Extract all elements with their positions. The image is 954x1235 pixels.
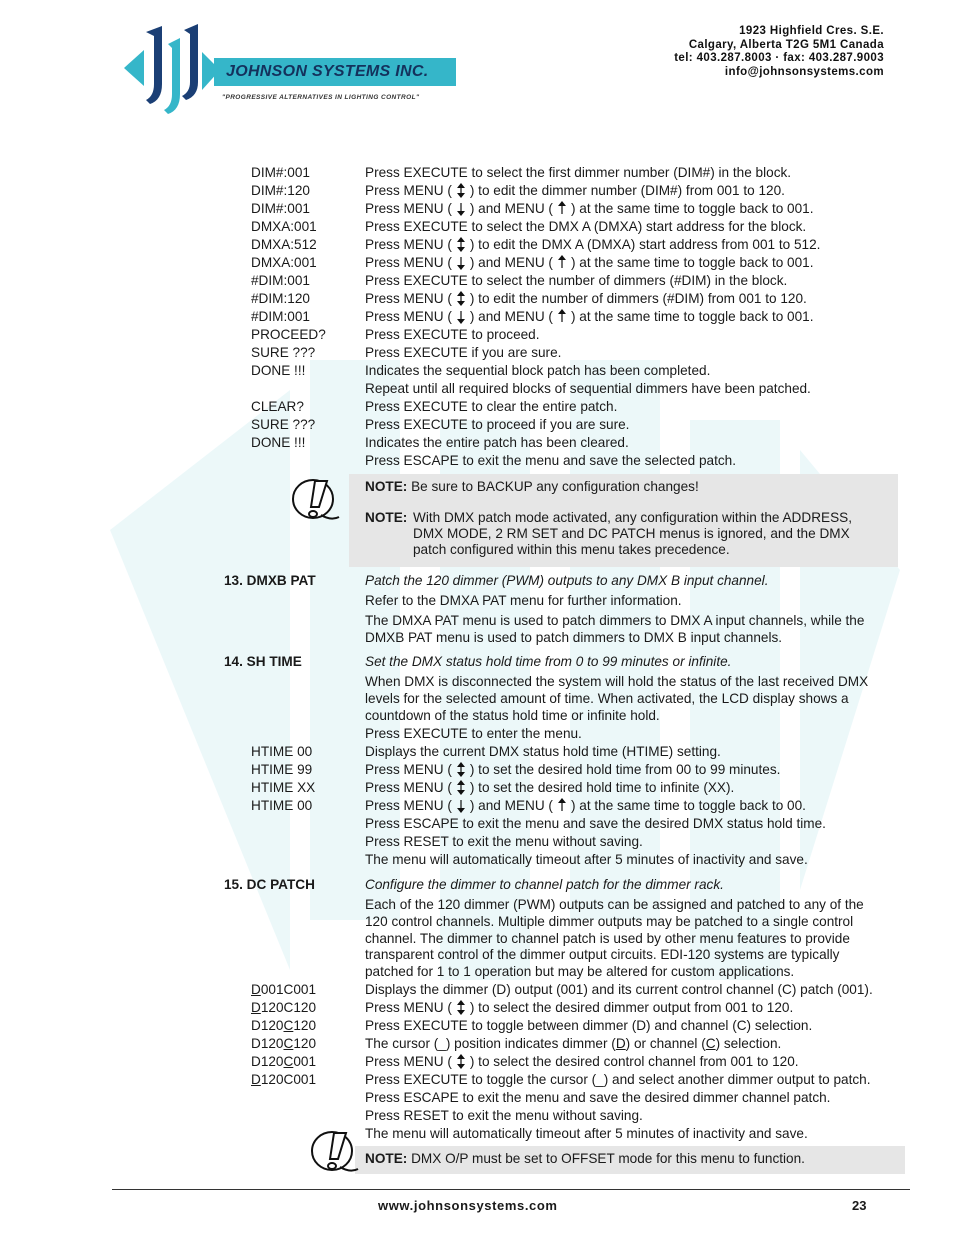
paragraph-line: When DMX is disconnected the system will hold the status of the last received DMX (365, 674, 869, 689)
address-line: Calgary, Alberta T2G 5M1 Canada (688, 38, 884, 51)
menu-desc: Press RESET to exit the menu without saving. (365, 1108, 643, 1123)
menu-code: HTIME 99 (251, 762, 313, 777)
down-arrow-icon (455, 201, 467, 216)
menu-desc: The menu will automatically timeout after 5 minutes of inactivity and save. (365, 1126, 808, 1141)
paragraph-line: patched for 1 to 1 operation but may be altered for custom applications. (365, 964, 795, 979)
up-down-arrow-icon (455, 780, 467, 795)
menu-code: DMXA:001 (251, 219, 317, 234)
address-line: 1923 Highfield Cres. S.E. (739, 25, 884, 37)
paragraph-line: levels for the selected amount of time. When activated, the LCD display shows a (365, 691, 849, 706)
menu-code: CLEAR? (251, 399, 304, 414)
up-down-arrow-icon (455, 183, 467, 198)
menu-code: #DIM:001 (251, 273, 310, 288)
menu-code: DONE !!! (251, 363, 306, 378)
paragraph-line: 120 control channels. Multiple dimmer outputs may be patched to a single control (365, 914, 854, 929)
up-down-arrow-icon (455, 1054, 467, 1069)
menu-desc: Press MENU ( ) and MENU ( ) at the same time to toggle back to 00. (365, 798, 806, 813)
down-arrow-icon (455, 798, 467, 813)
up-arrow-icon (556, 798, 568, 813)
note-text: DMX MODE, 2 RM SET and DC PATCH menus is ignored, and the DMX (413, 526, 850, 541)
menu-desc: Indicates the entire patch has been cleared. (365, 435, 629, 450)
menu-desc: Press ESCAPE to exit the menu and save the desired dimmer channel patch. (365, 1090, 831, 1105)
menu-code: D120C120 (251, 1036, 317, 1051)
note-text: With DMX patch mode activated, any configuration within the ADDRESS, (413, 510, 852, 525)
note-text: NOTE: Be sure to BACKUP any configuration changes! (365, 479, 699, 494)
paragraph-line: Refer to the DMXA PAT menu for further information. (365, 593, 682, 608)
up-down-arrow-icon (455, 237, 467, 252)
menu-desc: Press EXECUTE to proceed if you are sure. (365, 417, 630, 432)
email-line: info@johnsonsystems.com (724, 65, 884, 78)
menu-desc: Press EXECUTE to proceed. (365, 327, 540, 342)
menu-desc: Displays the current DMX status hold time (HTIME) setting. (365, 744, 721, 759)
menu-code: PROCEED? (251, 327, 326, 342)
up-arrow-icon (556, 255, 568, 270)
menu-code: DONE !!! (251, 435, 306, 450)
menu-desc: Repeat until all required blocks of sequential dimmers have been patched. (365, 381, 811, 396)
section-title: 13. DMXB PAT (224, 573, 316, 588)
menu-desc: Press ESCAPE to exit the menu and save the selected patch. (365, 453, 737, 468)
note-text: patch configured within this menu takes precedence. (413, 542, 730, 557)
menu-code: #DIM:001 (251, 309, 310, 324)
section-summary: Patch the 120 dimmer (PWM) outputs to any DMX B input channel. (365, 573, 769, 588)
menu-desc: The cursor (_) position indicates dimmer (D) or channel (C) selection. (365, 1036, 782, 1051)
menu-code: DIM#:001 (251, 165, 310, 180)
menu-desc: Press MENU ( ) to set the desired hold time from 00 to 99 minutes. (365, 762, 781, 777)
menu-code: DMXA:512 (251, 237, 317, 252)
menu-desc: Press MENU ( ) to select the desired dimmer output from 001 to 120. (365, 1000, 794, 1015)
menu-desc: Press MENU ( ) to select the desired control channel from 001 to 120. (365, 1054, 799, 1069)
footer-website: www.johnsonsystems.com (378, 1198, 558, 1213)
menu-desc: Press EXECUTE to select the DMX A (DMXA) start address for the block. (365, 219, 807, 234)
menu-code: SURE ??? (251, 345, 316, 360)
menu-desc: Press ESCAPE to exit the menu and save the desired DMX status hold time. (365, 816, 826, 831)
down-arrow-icon (455, 255, 467, 270)
up-down-arrow-icon (455, 1000, 467, 1015)
menu-code: #DIM:120 (251, 291, 310, 306)
note-text: NOTE: DMX O/P must be set to OFFSET mode for this menu to function. (365, 1151, 805, 1166)
menu-code: SURE ??? (251, 417, 316, 432)
warning-exclamation-icon (291, 477, 341, 525)
section-title: 15. DC PATCH (224, 877, 315, 892)
menu-code: D120C120 (251, 1000, 317, 1015)
section-summary: Configure the dimmer to channel patch for the dimmer rack. (365, 877, 724, 892)
up-down-arrow-icon (455, 762, 467, 777)
menu-desc: Indicates the sequential block patch has been completed. (365, 363, 711, 378)
menu-desc: Press MENU ( ) to edit the DMX A (DMXA) start address from 001 to 512. (365, 237, 821, 252)
menu-code: DIM#:120 (251, 183, 310, 198)
paragraph-line: countdown of the status hold time or infinite hold. (365, 708, 660, 723)
menu-desc: Press EXECUTE if you are sure. (365, 345, 562, 360)
company-name: JOHNSON SYSTEMS INC. (226, 63, 429, 80)
menu-code: D120C001 (251, 1054, 317, 1069)
menu-code: HTIME XX (251, 780, 316, 795)
contact-line: tel: 403.287.8003 · fax: 403.287.9003 (674, 52, 884, 64)
down-arrow-icon (455, 309, 467, 324)
company-address (674, 25, 884, 79)
menu-desc: Press RESET to exit the menu without saving. (365, 834, 643, 849)
up-arrow-icon (556, 201, 568, 216)
menu-desc: Press MENU ( ) and MENU ( ) at the same time to toggle back to 001. (365, 201, 814, 216)
up-down-arrow-icon (455, 291, 467, 306)
paragraph-line: DMXB PAT menu is used to patch dimmers to DMX B input channels. (365, 630, 783, 645)
menu-code: HTIME 00 (251, 744, 313, 759)
menu-code: DIM#:001 (251, 201, 310, 216)
page-number: 23 (852, 1198, 867, 1213)
company-tagline: "PROGRESSIVE ALTERNATIVES IN LIGHTING CONTROL" (222, 94, 420, 101)
menu-desc: Press MENU ( ) to set the desired hold time to infinite (XX). (365, 780, 735, 795)
paragraph-line: channel. The dimmer to channel patch is used by other menu features to provide (365, 931, 850, 946)
menu-desc: Press EXECUTE to clear the entire patch. (365, 399, 618, 414)
up-arrow-icon (556, 309, 568, 324)
section-title: 14. SH TIME (224, 654, 302, 669)
menu-desc: Press MENU ( ) and MENU ( ) at the same time to toggle back to 001. (365, 255, 814, 270)
menu-code: D001C001 (251, 982, 317, 997)
menu-desc: Press EXECUTE to select the number of dimmers (#DIM) in the block. (365, 273, 788, 288)
menu-code: DMXA:001 (251, 255, 317, 270)
menu-desc: Press EXECUTE to select the first dimmer number (DIM#) in the block. (365, 165, 792, 180)
menu-desc: Press MENU ( ) to edit the dimmer number (DIM#) from 001 to 120. (365, 183, 785, 198)
menu-desc: Press MENU ( ) and MENU ( ) at the same time to toggle back to 001. (365, 309, 814, 324)
paragraph-line: Press EXECUTE to enter the menu. (365, 726, 582, 741)
menu-code: HTIME 00 (251, 798, 313, 813)
warning-exclamation-icon (310, 1129, 360, 1177)
footer-divider (112, 1189, 910, 1190)
paragraph-line: The DMXA PAT menu is used to patch dimmers to DMX A input channels, while the (365, 613, 865, 628)
johnson-logo-icon (124, 24, 220, 114)
menu-desc: Displays the dimmer (D) output (001) and its current control channel (C) patch (001). (365, 982, 873, 997)
menu-desc: Press EXECUTE to toggle the cursor (_) and select another dimmer output to patch. (365, 1072, 871, 1087)
note-label: NOTE: (365, 510, 408, 525)
paragraph-line: transparent control of the dimmer output circuits. EDI-120 systems are typically (365, 947, 840, 962)
menu-desc: Press MENU ( ) to edit the number of dimmers (#DIM) from 001 to 120. (365, 291, 807, 306)
menu-code: D120C120 (251, 1018, 317, 1033)
section-summary: Set the DMX status hold time from 0 to 99 minutes or infinite. (365, 654, 732, 669)
menu-code: D120C001 (251, 1072, 317, 1087)
menu-desc: Press EXECUTE to toggle between dimmer (D) and channel (C) selection. (365, 1018, 813, 1033)
menu-desc: The menu will automatically timeout after 5 minutes of inactivity and save. (365, 852, 808, 867)
paragraph-line: Each of the 120 dimmer (PWM) outputs can be assigned and patched to any of the (365, 897, 864, 912)
